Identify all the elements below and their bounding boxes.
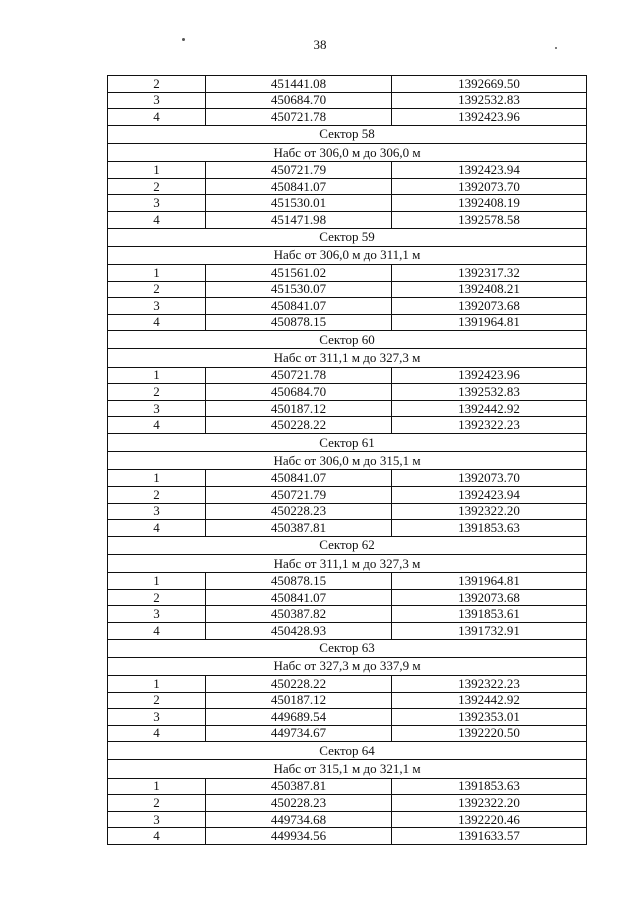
x-coordinate-cell: 450387.81 — [206, 778, 392, 795]
table-row — [108, 400, 587, 417]
scan-speck — [555, 47, 557, 49]
table-row — [108, 470, 587, 487]
table-row — [108, 520, 587, 537]
y-coordinate-cell: 1392442.92 — [392, 692, 587, 709]
sector-title-row — [108, 125, 587, 143]
point-number-cell: 1 — [108, 264, 206, 281]
point-number-cell: 2 — [108, 795, 206, 812]
point-number-cell: 1 — [108, 162, 206, 179]
table-row — [108, 211, 587, 228]
x-coordinate-cell: 450187.12 — [206, 400, 392, 417]
point-number-cell: 4 — [108, 417, 206, 434]
sector-subtitle-row — [108, 760, 587, 778]
point-number-cell: 2 — [108, 281, 206, 298]
table-row — [108, 92, 587, 109]
x-coordinate-cell: 451561.02 — [206, 264, 392, 281]
x-coordinate-cell: 449934.56 — [206, 828, 392, 845]
sector-subtitle-row — [108, 554, 587, 572]
x-coordinate-cell: 450387.81 — [206, 520, 392, 537]
table-row — [108, 109, 587, 126]
y-coordinate-cell: 1392317.32 — [392, 264, 587, 281]
x-coordinate-cell: 450228.22 — [206, 675, 392, 692]
point-number-cell: 1 — [108, 573, 206, 590]
y-coordinate-cell: 1392220.50 — [392, 725, 587, 742]
sector-title: Сектор 61 — [108, 434, 587, 452]
point-number-cell: 4 — [108, 109, 206, 126]
y-coordinate-cell: 1391732.91 — [392, 622, 587, 639]
point-number-cell: 4 — [108, 314, 206, 331]
sector-title: Сектор 58 — [108, 125, 587, 143]
point-number-cell: 3 — [108, 606, 206, 623]
y-coordinate-cell: 1392073.68 — [392, 298, 587, 315]
page-number: 38 — [313, 37, 327, 52]
y-coordinate-cell: 1392408.19 — [392, 195, 587, 212]
y-coordinate-cell: 1391853.63 — [392, 778, 587, 795]
table-row — [108, 606, 587, 623]
point-number-cell: 1 — [108, 675, 206, 692]
sector-subtitle: Набс от 327,3 м до 337,9 м — [108, 657, 587, 675]
y-coordinate-cell: 1392423.94 — [392, 487, 587, 504]
y-coordinate-cell: 1392322.23 — [392, 417, 587, 434]
y-coordinate-cell: 1392073.68 — [392, 589, 587, 606]
table-row — [108, 503, 587, 520]
y-coordinate-cell: 1392322.20 — [392, 795, 587, 812]
x-coordinate-cell: 450878.15 — [206, 573, 392, 590]
y-coordinate-cell: 1392532.83 — [392, 384, 587, 401]
table-row — [108, 675, 587, 692]
table-row — [108, 811, 587, 828]
table-row — [108, 573, 587, 590]
table-row — [108, 195, 587, 212]
point-number-cell: 3 — [108, 92, 206, 109]
point-number-cell: 4 — [108, 828, 206, 845]
table-row — [108, 162, 587, 179]
coordinates-table — [107, 75, 587, 845]
table-row — [108, 367, 587, 384]
sector-subtitle: Набс от 306,0 м до 311,1 м — [108, 246, 587, 264]
sector-title-row — [108, 639, 587, 657]
x-coordinate-cell: 450841.07 — [206, 178, 392, 195]
table-row — [108, 828, 587, 845]
sector-title-row — [108, 536, 587, 554]
x-coordinate-cell: 450721.79 — [206, 487, 392, 504]
y-coordinate-cell: 1392423.96 — [392, 367, 587, 384]
x-coordinate-cell: 449734.67 — [206, 725, 392, 742]
x-coordinate-cell: 450841.07 — [206, 589, 392, 606]
point-number-cell: 1 — [108, 470, 206, 487]
table-row — [108, 622, 587, 639]
y-coordinate-cell: 1391853.61 — [392, 606, 587, 623]
x-coordinate-cell: 450228.22 — [206, 417, 392, 434]
x-coordinate-cell: 450228.23 — [206, 795, 392, 812]
sector-subtitle: Набс от 306,0 м до 306,0 м — [108, 143, 587, 161]
sector-subtitle-row — [108, 143, 587, 161]
x-coordinate-cell: 450684.70 — [206, 92, 392, 109]
point-number-cell: 2 — [108, 692, 206, 709]
sector-subtitle: Набс от 311,1 м до 327,3 м — [108, 554, 587, 572]
sector-subtitle: Набс от 315,1 м до 321,1 м — [108, 760, 587, 778]
y-coordinate-cell: 1391964.81 — [392, 314, 587, 331]
table-row — [108, 487, 587, 504]
sector-subtitle-row — [108, 246, 587, 264]
point-number-cell: 2 — [108, 76, 206, 93]
x-coordinate-cell: 450428.93 — [206, 622, 392, 639]
x-coordinate-cell: 451530.07 — [206, 281, 392, 298]
point-number-cell: 3 — [108, 503, 206, 520]
table-row — [108, 589, 587, 606]
sector-title-row — [108, 434, 587, 452]
x-coordinate-cell: 450684.70 — [206, 384, 392, 401]
table-row — [108, 178, 587, 195]
y-coordinate-cell: 1392532.83 — [392, 92, 587, 109]
table-row — [108, 725, 587, 742]
table-row — [108, 417, 587, 434]
table-row — [108, 264, 587, 281]
y-coordinate-cell: 1392322.23 — [392, 675, 587, 692]
point-number-cell: 2 — [108, 589, 206, 606]
table-row — [108, 314, 587, 331]
point-number-cell: 2 — [108, 178, 206, 195]
x-coordinate-cell: 450721.79 — [206, 162, 392, 179]
point-number-cell: 2 — [108, 487, 206, 504]
x-coordinate-cell: 450228.23 — [206, 503, 392, 520]
x-coordinate-cell: 449734.68 — [206, 811, 392, 828]
y-coordinate-cell: 1392322.20 — [392, 503, 587, 520]
y-coordinate-cell: 1391853.63 — [392, 520, 587, 537]
point-number-cell: 3 — [108, 709, 206, 726]
x-coordinate-cell: 450878.15 — [206, 314, 392, 331]
y-coordinate-cell: 1392408.21 — [392, 281, 587, 298]
y-coordinate-cell: 1391633.57 — [392, 828, 587, 845]
sector-subtitle-row — [108, 349, 587, 367]
point-number-cell: 1 — [108, 778, 206, 795]
scan-speck — [182, 38, 185, 41]
y-coordinate-cell: 1392669.50 — [392, 76, 587, 93]
y-coordinate-cell: 1392578.58 — [392, 211, 587, 228]
table-row — [108, 709, 587, 726]
x-coordinate-cell: 451471.98 — [206, 211, 392, 228]
y-coordinate-cell: 1392423.96 — [392, 109, 587, 126]
x-coordinate-cell: 450187.12 — [206, 692, 392, 709]
point-number-cell: 3 — [108, 400, 206, 417]
x-coordinate-cell: 450721.78 — [206, 367, 392, 384]
table-row — [108, 795, 587, 812]
point-number-cell: 4 — [108, 622, 206, 639]
table-row — [108, 692, 587, 709]
y-coordinate-cell: 1392073.70 — [392, 470, 587, 487]
point-number-cell: 3 — [108, 298, 206, 315]
point-number-cell: 4 — [108, 725, 206, 742]
x-coordinate-cell: 451441.08 — [206, 76, 392, 93]
sector-subtitle: Набс от 311,1 м до 327,3 м — [108, 349, 587, 367]
y-coordinate-cell: 1392073.70 — [392, 178, 587, 195]
sector-subtitle-row — [108, 657, 587, 675]
y-coordinate-cell: 1392442.92 — [392, 400, 587, 417]
sector-title-row — [108, 331, 587, 349]
table-row — [108, 778, 587, 795]
sector-title: Сектор 64 — [108, 742, 587, 760]
sector-title: Сектор 59 — [108, 228, 587, 246]
sector-title: Сектор 62 — [108, 536, 587, 554]
table-row — [108, 281, 587, 298]
sector-title-row — [108, 742, 587, 760]
x-coordinate-cell: 450841.07 — [206, 298, 392, 315]
sector-title-row — [108, 228, 587, 246]
table-row — [108, 298, 587, 315]
sector-title: Сектор 63 — [108, 639, 587, 657]
x-coordinate-cell: 451530.01 — [206, 195, 392, 212]
x-coordinate-cell: 450841.07 — [206, 470, 392, 487]
point-number-cell: 1 — [108, 367, 206, 384]
point-number-cell: 3 — [108, 195, 206, 212]
point-number-cell: 2 — [108, 384, 206, 401]
y-coordinate-cell: 1392423.94 — [392, 162, 587, 179]
sector-subtitle-row — [108, 452, 587, 470]
x-coordinate-cell: 450387.82 — [206, 606, 392, 623]
sector-subtitle: Набс от 306,0 м до 315,1 м — [108, 452, 587, 470]
table-row — [108, 76, 587, 93]
y-coordinate-cell: 1392220.46 — [392, 811, 587, 828]
point-number-cell: 4 — [108, 520, 206, 537]
point-number-cell: 3 — [108, 811, 206, 828]
x-coordinate-cell: 449689.54 — [206, 709, 392, 726]
sector-title: Сектор 60 — [108, 331, 587, 349]
x-coordinate-cell: 450721.78 — [206, 109, 392, 126]
coordinates-table-body — [108, 76, 587, 845]
point-number-cell: 4 — [108, 211, 206, 228]
y-coordinate-cell: 1392353.01 — [392, 709, 587, 726]
table-row — [108, 384, 587, 401]
y-coordinate-cell: 1391964.81 — [392, 573, 587, 590]
